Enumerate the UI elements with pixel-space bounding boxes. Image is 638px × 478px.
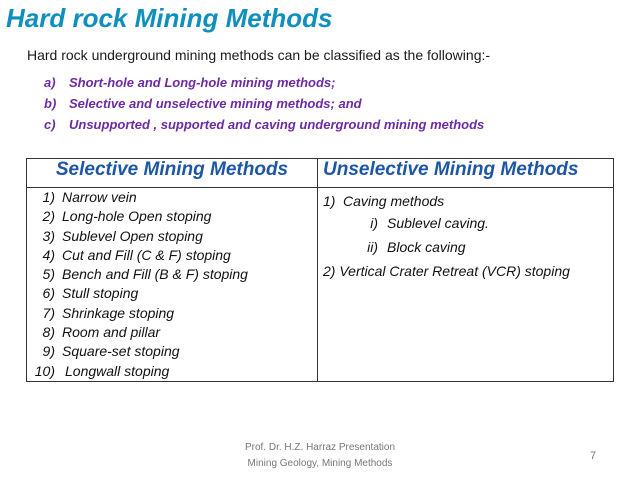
classification-text: Short-hole and Long-hole mining methods; bbox=[69, 75, 336, 90]
list-item bbox=[27, 362, 317, 381]
classification-text: Unsupported , supported and caving underground mining methods bbox=[69, 117, 485, 132]
footer bbox=[225, 440, 415, 472]
intro-text: Hard rock underground mining methods can be classified as the following:- bbox=[27, 47, 491, 63]
item-text: Long-hole Open stoping bbox=[62, 208, 212, 225]
list-item bbox=[27, 227, 317, 246]
selective-cell bbox=[27, 188, 318, 382]
list-item bbox=[318, 211, 613, 235]
list-item bbox=[27, 304, 317, 323]
list-item bbox=[318, 235, 613, 259]
item-number: 10) bbox=[34, 362, 55, 379]
classification-letter: b) bbox=[44, 96, 57, 111]
item-number: 5) bbox=[42, 266, 55, 283]
item-number: 3) bbox=[42, 227, 55, 244]
item-text: Room and pillar bbox=[62, 324, 161, 341]
list-item bbox=[27, 284, 317, 303]
classification-item bbox=[44, 93, 484, 114]
item-number: i) bbox=[370, 215, 378, 231]
item-text: Cut and Fill (C & F) stoping bbox=[62, 246, 231, 263]
list-item bbox=[27, 265, 317, 284]
classification-item bbox=[44, 72, 484, 93]
item-text: Caving methods bbox=[343, 193, 445, 209]
footer-line: Prof. Dr. H.Z. Harraz Presentation bbox=[244, 442, 396, 453]
classification-letter: c) bbox=[44, 117, 56, 132]
footer-line: Mining Geology, Mining Methods bbox=[247, 458, 393, 469]
item-number: 1) bbox=[323, 193, 336, 209]
classification-letter: a) bbox=[44, 75, 56, 90]
list-item bbox=[27, 207, 317, 226]
item-number: 1) bbox=[42, 189, 55, 205]
list-item bbox=[27, 323, 317, 342]
item-number: 4) bbox=[42, 246, 55, 263]
classification-list bbox=[44, 72, 484, 135]
item-text: Longwall stoping bbox=[65, 362, 170, 379]
item-number: ii) bbox=[367, 239, 378, 255]
item-number: 2) bbox=[42, 208, 55, 225]
item-text: Bench and Fill (B & F) stoping bbox=[62, 266, 248, 283]
item-text: Shrinkage stoping bbox=[62, 304, 175, 321]
unselective-list bbox=[318, 188, 613, 283]
item-text: Sublevel caving. bbox=[387, 215, 489, 231]
list-item bbox=[27, 342, 317, 361]
list-item bbox=[318, 191, 613, 211]
classification-text: Selective and unselective mining methods; and bbox=[69, 96, 362, 111]
unselective-header: Unselective Mining Methods bbox=[318, 159, 614, 188]
item-text: Square-set stoping bbox=[62, 343, 180, 360]
list-item: 2) Vertical Crater Retreat (VCR) stoping bbox=[323, 263, 570, 279]
list-item bbox=[27, 188, 317, 207]
unselective-cell bbox=[318, 188, 614, 382]
item-text: Narrow vein bbox=[62, 189, 137, 205]
item-number: 7) bbox=[42, 304, 55, 321]
selective-header: Selective Mining Methods bbox=[27, 159, 318, 188]
methods-table bbox=[26, 158, 614, 382]
classification-item bbox=[44, 114, 484, 135]
page-number: 7 bbox=[590, 450, 597, 462]
item-number: 9) bbox=[42, 343, 55, 360]
slide-title: Hard rock Mining Methods bbox=[6, 3, 333, 33]
item-text: Block caving bbox=[387, 239, 466, 255]
selective-list bbox=[27, 188, 317, 381]
item-text: Stull stoping bbox=[62, 285, 139, 302]
item-text: Sublevel Open stoping bbox=[62, 227, 203, 244]
item-number: 8) bbox=[42, 324, 55, 341]
list-item bbox=[27, 246, 317, 265]
item-number: 6) bbox=[42, 285, 55, 302]
